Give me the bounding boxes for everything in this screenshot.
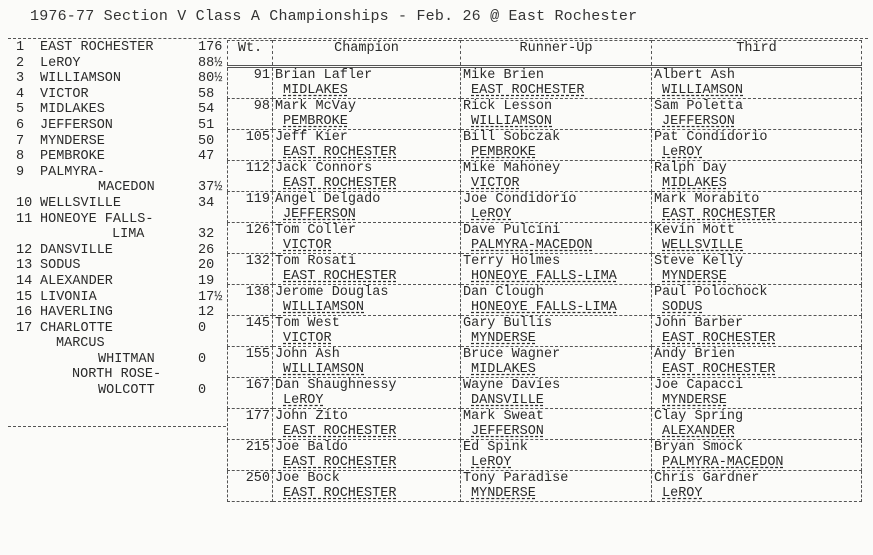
third-place-school: MYNDERSE (662, 393, 727, 408)
team-name: ALEXANDER (40, 273, 113, 289)
champion-cell (273, 192, 461, 223)
team-name: EAST ROCHESTER (40, 40, 154, 55)
weight-class: 132 (228, 254, 273, 285)
team-rank: 16 (16, 305, 33, 321)
champion-cell (273, 316, 461, 347)
runner-up-cell (461, 378, 652, 409)
runner-up-name: Ed Spink (463, 440, 528, 455)
team-rank: 5 (16, 102, 25, 118)
runner-up-cell (461, 316, 652, 347)
team-name: MARCUS (56, 336, 105, 352)
runner-up-school: PALMYRA-MACEDON (471, 238, 593, 253)
third-place-school: PALMYRA-MACEDON (662, 455, 784, 470)
team-points: 0 (198, 320, 207, 336)
team-rank: 14 (16, 273, 33, 289)
runner-up-cell (461, 409, 652, 440)
champion-cell (273, 161, 461, 192)
standings-row (8, 149, 226, 165)
header-runner-up: Runner-Up (461, 41, 652, 67)
champion-school: EAST ROCHESTER (283, 176, 397, 191)
runner-up-school: WILLIAMSON (471, 114, 553, 129)
runner-up-cell (461, 99, 652, 130)
champion-school: PEMBROKE (283, 114, 348, 129)
third-place-name: Paul Polochock (654, 285, 768, 300)
team-name: LeROY (40, 55, 81, 71)
third-place-name: Joe Capacci (654, 378, 744, 393)
runner-up-name: Tony Paradise (463, 471, 569, 486)
champion-cell (273, 378, 461, 409)
runner-up-school: PEMBROKE (471, 145, 536, 160)
team-points: 50 (198, 133, 215, 149)
runner-up-school: MYNDERSE (471, 486, 536, 501)
team-points: 51 (198, 117, 215, 133)
champion-cell (273, 347, 461, 378)
champion-school: EAST ROCHESTER (283, 145, 397, 160)
runner-up-name: Rick Lesson (463, 99, 553, 114)
team-rank: 1 (16, 40, 25, 55)
weight-class: 112 (228, 161, 273, 192)
weight-class: 105 (228, 130, 273, 161)
champion-cell (273, 130, 461, 161)
weight-class: 155 (228, 347, 273, 378)
weight-class: 91 (228, 67, 273, 99)
team-points: 58 (198, 86, 215, 102)
standings-row (8, 56, 226, 72)
standings-row (8, 118, 226, 134)
runner-up-cell (461, 347, 652, 378)
team-name: PALMYRA- (40, 164, 105, 180)
standings-row (8, 71, 226, 87)
third-place-name: Mark Morabito (654, 192, 760, 207)
standings-row (8, 87, 226, 103)
third-place-school: LeROY (662, 486, 703, 501)
team-rank: 3 (16, 71, 25, 87)
champion-school: MIDLAKES (283, 83, 348, 98)
runner-up-name: Mike Mahoney (463, 161, 561, 176)
team-points: 0 (198, 351, 207, 367)
standings-row (8, 243, 226, 259)
team-name: MIDLAKES (40, 102, 105, 118)
third-place-name: Andy Brien (654, 347, 736, 362)
results-header-row (228, 41, 862, 67)
team-points: 47 (198, 149, 215, 165)
champion-school: JEFFERSON (283, 207, 356, 222)
champion-name: John Zito (275, 409, 348, 424)
runner-up-name: Mark Sweat (463, 409, 545, 424)
weight-class-row (228, 347, 862, 378)
third-place-name: Albert Ash (654, 68, 736, 83)
team-name: WOLCOTT (98, 383, 155, 399)
champion-name: Tom Rosati (275, 254, 357, 269)
champion-school: EAST ROCHESTER (283, 424, 397, 439)
team-rank: 7 (16, 133, 25, 149)
team-points: 0 (198, 383, 207, 399)
standings-bottom-divider (8, 426, 226, 427)
weight-class-row (228, 67, 862, 99)
results-table (227, 40, 862, 502)
standings-row (8, 367, 226, 383)
team-rank: 15 (16, 289, 33, 305)
third-place-school: EAST ROCHESTER (662, 331, 776, 346)
weight-class-row (228, 285, 862, 316)
team-name: LIMA (112, 227, 145, 243)
champion-school: VICTOR (283, 238, 332, 253)
team-name: HAVERLING (40, 305, 113, 321)
runner-up-cell (461, 440, 652, 471)
third-place-name: John Barber (654, 316, 744, 331)
third-place-school: LeROY (662, 145, 703, 160)
weight-class-row (228, 192, 862, 223)
standings-row (8, 102, 226, 118)
champion-name: Tom Coller (275, 223, 357, 238)
runner-up-cell (461, 471, 652, 502)
champion-cell (273, 285, 461, 316)
page-title: 1976-77 Section V Class A Championships - Feb. 26 @ East Rochester (30, 8, 638, 25)
runner-up-school: EAST ROCHESTER (471, 83, 585, 98)
runner-up-cell (461, 67, 652, 99)
third-place-school: MYNDERSE (662, 269, 727, 284)
weight-class-row (228, 409, 862, 440)
standings-row (8, 274, 226, 290)
team-points: 32 (198, 227, 215, 243)
team-rank: 17 (16, 320, 33, 336)
team-name: MYNDERSE (40, 133, 105, 149)
champion-name: Jack Connors (275, 161, 373, 176)
weight-class-row (228, 471, 862, 502)
team-name: HONEOYE FALLS- (40, 211, 154, 227)
standings-row (8, 321, 226, 337)
champion-cell (273, 223, 461, 254)
champion-name: Jeff Kier (275, 130, 348, 145)
third-place-cell (652, 440, 862, 471)
team-name: JEFFERSON (40, 117, 113, 133)
team-points: 34 (198, 195, 215, 211)
weight-class: 250 (228, 471, 273, 502)
standings-row (8, 258, 226, 274)
weight-class-row (228, 316, 862, 347)
team-name: VICTOR (40, 86, 89, 102)
third-place-name: Bryan Smock (654, 440, 744, 455)
team-name: WILLIAMSON (40, 71, 122, 87)
champion-cell (273, 67, 461, 99)
champion-school: EAST ROCHESTER (283, 455, 397, 470)
team-points: 88½ (198, 55, 223, 71)
champion-name: Dan Shaughnessy (275, 378, 397, 393)
third-place-name: Clay Spring (654, 409, 744, 424)
third-place-name: Pat Condidorio (654, 130, 768, 145)
champion-name: Mark McVay (275, 99, 357, 114)
weight-class-row (228, 130, 862, 161)
standings-row (8, 40, 226, 56)
runner-up-school: HONEOYE FALLS-LIMA (471, 269, 617, 284)
runner-up-school: DANSVILLE (471, 393, 544, 408)
weight-class-row (228, 378, 862, 409)
runner-up-name: Mike Brien (463, 68, 545, 83)
team-rank: 4 (16, 86, 25, 102)
third-place-school: EAST ROCHESTER (662, 362, 776, 377)
runner-up-school: VICTOR (471, 176, 520, 191)
standings-row (8, 336, 226, 352)
third-place-name: Ralph Day (654, 161, 727, 176)
third-place-school: ALEXANDER (662, 424, 735, 439)
team-rank: 11 (16, 211, 33, 227)
header-champion: Champion (273, 41, 461, 67)
team-name: MACEDON (98, 180, 155, 196)
champion-school: WILLIAMSON (283, 362, 365, 377)
champion-name: John Ash (275, 347, 340, 362)
team-points: 80½ (198, 71, 223, 87)
standings-row (8, 165, 226, 181)
runner-up-name: Wayne Davies (463, 378, 561, 393)
third-place-cell (652, 161, 862, 192)
third-place-name: Chris Gardner (654, 471, 760, 486)
weight-class: 177 (228, 409, 273, 440)
runner-up-cell (461, 130, 652, 161)
team-points: 19 (198, 273, 215, 289)
team-name: WELLSVILLE (40, 195, 122, 211)
champion-school: VICTOR (283, 331, 332, 346)
champion-cell (273, 471, 461, 502)
third-place-school: MIDLAKES (662, 176, 727, 191)
champion-cell (273, 254, 461, 285)
champion-name: Joe Baldo (275, 440, 348, 455)
top-divider (8, 38, 868, 39)
team-points: 20 (198, 258, 215, 274)
runner-up-cell (461, 285, 652, 316)
weight-class: 119 (228, 192, 273, 223)
team-name: DANSVILLE (40, 242, 113, 258)
third-place-cell (652, 285, 862, 316)
champion-name: Angel Delgado (275, 192, 381, 207)
third-place-school: EAST ROCHESTER (662, 207, 776, 222)
team-name: WHITMAN (98, 351, 155, 367)
runner-up-name: Dave Pulcini (463, 223, 561, 238)
third-place-name: Steve Kelly (654, 254, 744, 269)
champion-cell (273, 409, 461, 440)
champion-name: Brian Lafler (275, 68, 373, 83)
standings-row (8, 383, 226, 399)
weight-class: 167 (228, 378, 273, 409)
team-rank: 9 (16, 164, 25, 180)
team-name: LIVONIA (40, 289, 97, 305)
team-points: 26 (198, 242, 215, 258)
team-rank: 2 (16, 55, 25, 71)
team-name: NORTH ROSE- (72, 367, 162, 383)
standings-row (8, 212, 226, 228)
third-place-cell (652, 130, 862, 161)
third-place-cell (652, 347, 862, 378)
champion-name: Jerome Douglas (275, 285, 389, 300)
team-rank: 8 (16, 149, 25, 165)
standings-row (8, 196, 226, 212)
runner-up-name: Gary Bullis (463, 316, 553, 331)
weight-class: 145 (228, 316, 273, 347)
third-place-school: JEFFERSON (662, 114, 735, 129)
third-place-name: Kevin Mott (654, 223, 736, 238)
weight-class-row (228, 161, 862, 192)
third-place-school: SODUS (662, 300, 703, 315)
third-place-cell (652, 99, 862, 130)
team-rank: 12 (16, 242, 33, 258)
champion-school: EAST ROCHESTER (283, 269, 397, 284)
weight-class-row (228, 254, 862, 285)
runner-up-school: LeROY (471, 207, 512, 222)
third-place-cell (652, 316, 862, 347)
weight-class-row (228, 223, 862, 254)
runner-up-cell (461, 254, 652, 285)
third-place-cell (652, 192, 862, 223)
runner-up-cell (461, 223, 652, 254)
weight-class: 215 (228, 440, 273, 471)
runner-up-school: HONEOYE FALLS-LIMA (471, 300, 617, 315)
header-third: Third (652, 41, 862, 67)
team-points: 12 (198, 305, 215, 321)
weight-class-row (228, 440, 862, 471)
runner-up-school: MYNDERSE (471, 331, 536, 346)
standings-row (8, 305, 226, 321)
team-rank: 13 (16, 258, 33, 274)
team-name: PEMBROKE (40, 149, 105, 165)
champion-name: Tom West (275, 316, 340, 331)
runner-up-school: JEFFERSON (471, 424, 544, 439)
runner-up-school: MIDLAKES (471, 362, 536, 377)
runner-up-school: LeROY (471, 455, 512, 470)
team-points: 54 (198, 102, 215, 118)
standings-row (8, 134, 226, 150)
standings-row (8, 180, 226, 196)
champion-name: Joe Bock (275, 471, 340, 486)
team-rank: 6 (16, 117, 25, 133)
runner-up-name: Bruce Wagner (463, 347, 561, 362)
standings-row (8, 352, 226, 368)
third-place-cell (652, 223, 862, 254)
third-place-cell (652, 254, 862, 285)
runner-up-cell (461, 192, 652, 223)
champion-school: LeROY (283, 393, 324, 408)
third-place-name: Sam Poletta (654, 99, 744, 114)
third-place-cell (652, 378, 862, 409)
runner-up-name: Joe Condidorio (463, 192, 577, 207)
team-standings (8, 40, 226, 399)
third-place-cell (652, 409, 862, 440)
runner-up-cell (461, 161, 652, 192)
weight-class: 98 (228, 99, 273, 130)
runner-up-name: Terry Holmes (463, 254, 561, 269)
team-name: SODUS (40, 258, 81, 274)
weight-class: 126 (228, 223, 273, 254)
runner-up-name: Bill Sobczak (463, 130, 561, 145)
team-rank: 10 (16, 195, 33, 211)
team-points: 37½ (198, 180, 223, 196)
header-weight: Wt. (228, 41, 273, 67)
team-name: CHARLOTTE (40, 320, 113, 336)
runner-up-name: Dan Clough (463, 285, 545, 300)
team-points: 176 (198, 40, 223, 55)
champion-school: EAST ROCHESTER (283, 486, 397, 501)
champion-cell (273, 440, 461, 471)
weight-class: 138 (228, 285, 273, 316)
champion-school: WILLIAMSON (283, 300, 365, 315)
third-place-school: WELLSVILLE (662, 238, 744, 253)
standings-row (8, 227, 226, 243)
third-place-cell (652, 471, 862, 502)
third-place-cell (652, 67, 862, 99)
third-place-school: WILLIAMSON (662, 83, 744, 98)
standings-row (8, 290, 226, 306)
team-points: 17½ (198, 289, 223, 305)
weight-class-row (228, 99, 862, 130)
champion-cell (273, 99, 461, 130)
